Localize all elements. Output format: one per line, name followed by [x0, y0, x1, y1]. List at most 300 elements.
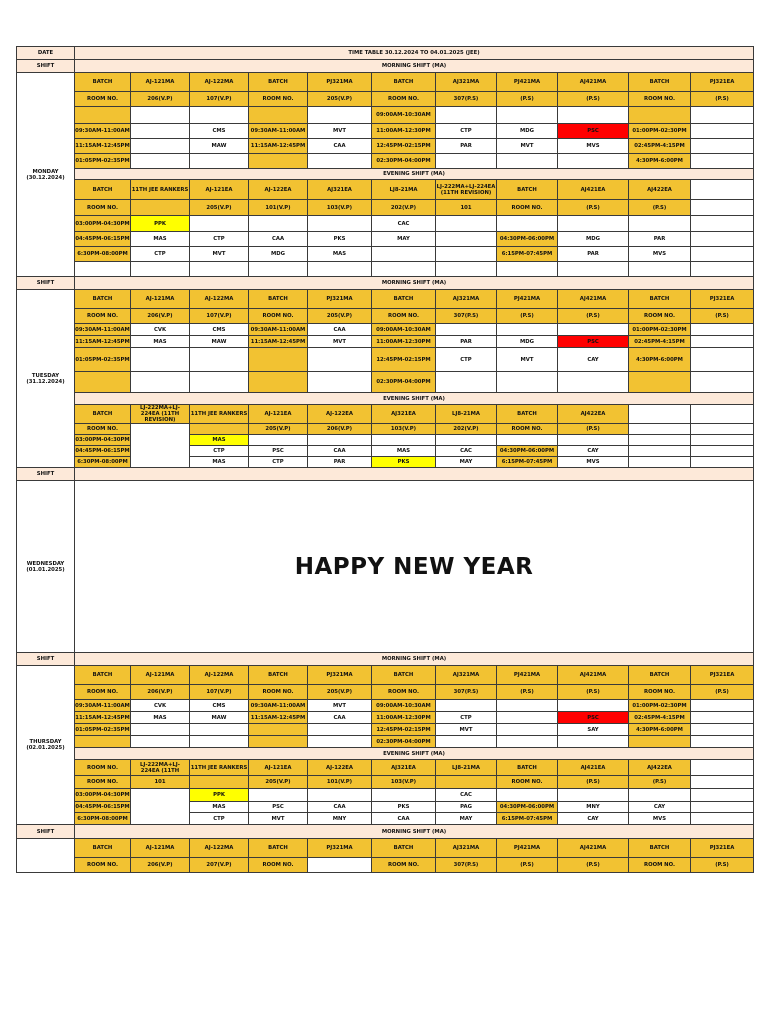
cell-text: 01:00PM-02:30PM	[632, 326, 687, 333]
table-cell	[629, 446, 691, 457]
table-cell	[629, 712, 691, 724]
table-cell	[131, 736, 190, 748]
table-cell	[497, 348, 558, 372]
cell-text: BATCH	[92, 296, 113, 302]
cell-text: 101(V.P)	[326, 779, 353, 785]
table-cell	[497, 180, 558, 200]
cell-text: (P.S)	[715, 689, 729, 695]
cell-text: AJ421EA	[580, 764, 606, 771]
cell-text: CMS	[212, 702, 226, 709]
table-cell	[249, 435, 308, 446]
table-cell	[629, 200, 691, 216]
table-cell	[436, 336, 497, 348]
table-cell	[497, 247, 558, 262]
table-cell	[75, 348, 131, 372]
cell-text: 4:30PM-6:00PM	[636, 356, 683, 363]
cell-text: 12:45PM-02:15PM	[376, 356, 431, 363]
table-cell	[75, 169, 754, 180]
table-cell	[436, 446, 497, 457]
cell-text: ROOM NO.	[387, 689, 420, 695]
cell-text: MVS	[652, 251, 667, 257]
cell-text: MVT	[333, 338, 346, 345]
cell-text: CTP	[154, 251, 166, 257]
cell-text: CVK	[153, 702, 167, 709]
cell-text: PSC	[587, 714, 599, 721]
cell-text: 02:45PM-4:15PM	[634, 714, 685, 721]
cell-text: 101	[460, 204, 472, 211]
cell-text: (P.S)	[520, 862, 534, 868]
table-cell	[190, 309, 249, 324]
cell-text: PJ321EA	[709, 845, 735, 851]
table-cell	[75, 405, 131, 424]
cell-text: AJ-121EA	[264, 764, 292, 771]
table-cell	[691, 736, 754, 748]
table-cell	[372, 336, 436, 348]
cell-text: 205(V.P)	[265, 426, 291, 432]
table-cell	[190, 858, 249, 873]
table-cell	[629, 124, 691, 139]
timetable-grid	[16, 46, 754, 873]
table-cell	[131, 724, 190, 736]
cell-text: MAS	[212, 437, 226, 443]
table-cell	[75, 724, 131, 736]
cell-text: BATCH	[649, 845, 670, 851]
table-cell	[75, 813, 131, 825]
cell-text: MAY	[459, 815, 473, 822]
table-cell	[131, 107, 190, 124]
cell-text: 6:15PM-07:45PM	[501, 815, 553, 822]
cell-text: CMS	[212, 128, 226, 134]
table-row	[17, 424, 754, 435]
table-row	[17, 216, 754, 232]
table-cell	[436, 73, 497, 92]
table-cell	[372, 457, 436, 468]
table-cell	[131, 247, 190, 262]
cell-text: WEDNESDAY (01.01.2025)	[26, 560, 65, 573]
cell-text: ROOM NO.	[262, 313, 294, 319]
cell-text: 04:30PM-06:00PM	[499, 236, 555, 242]
cell-text: 01:00PM-02:30PM	[632, 702, 687, 709]
cell-text: MAY	[459, 459, 473, 465]
table-cell	[629, 736, 691, 748]
table-cell	[190, 247, 249, 262]
table-cell	[308, 107, 372, 124]
table-cell	[497, 724, 558, 736]
table-cell	[558, 435, 629, 446]
cell-text: TIME TABLE 30.12.2024 TO 04.01.2025 (JEE)	[348, 50, 480, 56]
table-cell	[691, 839, 754, 858]
table-row	[17, 825, 754, 839]
cell-text: ROOM NO.	[643, 96, 676, 102]
table-cell	[190, 405, 249, 424]
table-cell	[497, 107, 558, 124]
table-cell	[190, 73, 249, 92]
table-row	[17, 107, 754, 124]
cell-text: AJ421MA	[579, 296, 607, 302]
cell-text: ROOM NO.	[86, 779, 119, 785]
table-cell	[75, 47, 754, 60]
table-cell	[691, 724, 754, 736]
cell-text: ROOM NO.	[86, 313, 119, 319]
cell-text: AJ421MA	[579, 79, 607, 85]
cell-text: MVT	[271, 815, 285, 822]
cell-text: 01:05PM-02:35PM	[75, 356, 130, 363]
cell-text: 103(V.P)	[390, 426, 417, 432]
table-cell	[190, 802, 249, 813]
cell-text: AJ321EA	[391, 764, 416, 771]
cell-text: MAW	[211, 338, 227, 345]
table-cell	[75, 154, 131, 169]
cell-text: 101	[154, 779, 166, 785]
table-cell	[436, 802, 497, 813]
table-cell	[249, 685, 308, 700]
table-row	[17, 653, 754, 666]
table-cell	[629, 760, 691, 776]
table-cell	[249, 457, 308, 468]
table-cell	[75, 200, 131, 216]
table-cell	[190, 216, 249, 232]
table-cell	[75, 309, 131, 324]
table-cell	[249, 736, 308, 748]
cell-text: 01:05PM-02:35PM	[75, 726, 130, 733]
cell-text: (P.S)	[586, 313, 600, 319]
table-row	[17, 457, 754, 468]
cell-text: MORNING SHIFT (MA)	[381, 63, 447, 69]
table-cell	[558, 712, 629, 724]
cell-text: 205(V.P)	[206, 204, 232, 211]
table-cell	[372, 216, 436, 232]
table-row	[17, 262, 754, 277]
cell-text: PJ321MA	[326, 79, 353, 85]
table-cell	[308, 232, 372, 247]
table-cell	[308, 262, 372, 277]
table-cell	[372, 424, 436, 435]
cell-text: LJ8-21MA	[389, 186, 418, 193]
table-cell	[497, 700, 558, 712]
table-cell	[497, 736, 558, 748]
table-cell	[629, 776, 691, 789]
day-label	[17, 290, 75, 468]
table-cell	[497, 372, 558, 393]
table-cell	[691, 262, 754, 277]
cell-text: HAPPY NEW YEAR	[294, 553, 534, 580]
table-cell	[558, 247, 629, 262]
cell-text: 4:30PM-6:00PM	[636, 726, 683, 733]
table-cell	[436, 372, 497, 393]
table-cell	[372, 700, 436, 712]
table-cell	[436, 324, 497, 336]
table-cell	[497, 839, 558, 858]
table-cell	[558, 124, 629, 139]
cell-text: SAY	[587, 726, 599, 733]
table-cell	[372, 92, 436, 107]
table-cell	[190, 712, 249, 724]
table-cell	[629, 154, 691, 169]
cell-text: BATCH	[649, 296, 670, 302]
table-cell	[497, 405, 558, 424]
table-cell	[75, 748, 754, 760]
cell-text: AJ-122MA	[204, 845, 234, 851]
table-row	[17, 348, 754, 360]
cell-text: CAC	[460, 448, 472, 454]
table-cell	[629, 839, 691, 858]
table-cell	[436, 424, 497, 435]
table-cell	[190, 685, 249, 700]
table-cell	[558, 802, 629, 813]
table-cell	[249, 139, 308, 154]
table-row	[17, 139, 754, 154]
cell-text: EVENING SHIFT (MA)	[383, 395, 445, 402]
table-cell	[308, 666, 372, 685]
table-cell	[558, 736, 629, 748]
table-cell	[249, 262, 308, 277]
table-cell	[249, 724, 308, 736]
cell-text: MVT	[333, 128, 346, 134]
table-cell	[17, 47, 75, 60]
day-label	[17, 73, 75, 277]
cell-text: 101(V.P)	[265, 204, 291, 211]
table-cell	[308, 712, 372, 724]
table-cell	[190, 839, 249, 858]
cell-text: BATCH	[393, 79, 414, 85]
table-cell	[75, 107, 131, 124]
table-cell	[629, 858, 691, 873]
table-cell	[75, 247, 131, 262]
table-cell	[436, 139, 497, 154]
table-cell	[629, 290, 691, 309]
table-cell	[629, 405, 691, 424]
table-cell	[436, 124, 497, 139]
table-cell	[558, 180, 629, 200]
table-cell	[629, 180, 691, 200]
table-cell	[75, 73, 131, 92]
cell-text: ROOM NO.	[86, 96, 119, 102]
table-cell	[308, 309, 372, 324]
cell-text: (P.S)	[586, 204, 600, 211]
table-cell	[75, 446, 131, 457]
table-cell	[497, 290, 558, 309]
cell-text: AJ-121MA	[145, 296, 175, 302]
table-cell	[372, 839, 436, 858]
cell-text: CVK	[153, 326, 167, 333]
cell-text: 11:15AM-12:45PM	[75, 714, 130, 721]
table-cell	[436, 789, 497, 802]
cell-text: 307(P.S)	[453, 96, 479, 102]
table-cell	[75, 685, 131, 700]
table-cell	[308, 457, 372, 468]
table-cell	[691, 154, 754, 169]
cell-text: PJ421MA	[513, 845, 541, 851]
cell-text: (P.S)	[715, 862, 729, 868]
cell-text: AJ-121MA	[145, 79, 175, 85]
table-row	[17, 324, 754, 336]
table-cell	[131, 712, 190, 724]
cell-text: ROOM NO.	[643, 862, 676, 868]
table-cell	[249, 73, 308, 92]
table-cell	[691, 813, 754, 825]
cell-text: PAR	[460, 143, 472, 149]
cell-text: BATCH	[92, 845, 113, 851]
table-cell	[691, 73, 754, 92]
table-cell	[558, 324, 629, 336]
cell-text: 307(P.S)	[453, 862, 479, 868]
table-cell	[190, 424, 249, 435]
table-cell	[190, 262, 249, 277]
cell-text: ROOM NO.	[262, 862, 294, 868]
table-cell	[372, 324, 436, 336]
table-cell	[436, 858, 497, 873]
cell-text: 107(V.P)	[206, 313, 232, 319]
table-cell	[308, 348, 372, 372]
table-cell	[131, 290, 190, 309]
table-cell	[190, 760, 249, 776]
table-cell	[308, 405, 372, 424]
cell-text: EVENING SHIFT (MA)	[383, 750, 445, 757]
cell-text: BATCH	[393, 296, 414, 302]
table-cell	[691, 760, 754, 776]
table-cell	[75, 712, 131, 724]
table-cell	[497, 813, 558, 825]
cell-text: MVT	[459, 726, 473, 733]
table-cell	[75, 180, 131, 200]
table-cell	[75, 653, 754, 666]
table-cell	[436, 107, 497, 124]
table-cell	[558, 685, 629, 700]
cell-text: 6:30PM-08:00PM	[77, 815, 128, 822]
table-cell	[497, 73, 558, 92]
table-cell	[372, 724, 436, 736]
cell-text: (P.S)	[586, 96, 600, 102]
table-cell	[249, 348, 308, 372]
cell-text: CTP	[460, 714, 472, 721]
table-cell	[249, 232, 308, 247]
table-cell	[372, 813, 436, 825]
cell-text: 01:05PM-02:35PM	[75, 158, 130, 164]
table-cell	[190, 789, 249, 802]
table-cell	[308, 839, 372, 858]
table-cell	[629, 372, 691, 393]
cell-text: 202(V.P)	[453, 426, 479, 432]
cell-text: MAS	[212, 804, 226, 810]
cell-text: CTP	[213, 815, 225, 822]
cell-text: BATCH	[268, 845, 288, 851]
cell-text: PJ321MA	[326, 672, 353, 678]
table-cell	[558, 724, 629, 736]
table-cell	[436, 309, 497, 324]
table-cell	[249, 290, 308, 309]
cell-text: 307(P.S)	[453, 689, 479, 695]
table-row	[17, 47, 754, 60]
cell-text: CAA	[333, 714, 346, 721]
table-cell	[436, 92, 497, 107]
table-cell	[131, 776, 190, 789]
table-cell	[190, 107, 249, 124]
table-cell	[190, 324, 249, 336]
table-cell	[497, 457, 558, 468]
cell-text: CTP	[272, 459, 284, 465]
cell-text: AJ-122EA	[325, 411, 354, 417]
cell-text: CAC	[397, 220, 410, 227]
table-cell	[436, 736, 497, 748]
table-cell	[436, 435, 497, 446]
table-cell	[691, 666, 754, 685]
cell-text: TUESDAY (31.12.2024)	[26, 372, 65, 385]
cell-text: MVT	[520, 143, 534, 149]
table-cell	[436, 712, 497, 724]
cell-text: BATCH	[268, 79, 288, 85]
cell-text: ROOM NO.	[86, 426, 119, 432]
table-cell	[497, 154, 558, 169]
cell-text: PJ321MA	[326, 296, 353, 302]
table-cell	[497, 232, 558, 247]
table-row	[17, 481, 754, 653]
table-cell	[249, 336, 308, 348]
cell-text: PJ321EA	[709, 79, 735, 85]
table-cell	[131, 124, 190, 139]
table-cell	[497, 789, 558, 802]
table-cell	[308, 154, 372, 169]
table-cell	[691, 139, 754, 154]
cell-text: 205(V.P)	[326, 313, 353, 319]
table-cell	[308, 724, 372, 736]
cell-text: BATCH	[92, 79, 113, 85]
cell-text: MVS	[586, 143, 600, 149]
cell-text: PSC	[272, 804, 284, 810]
table-cell	[190, 446, 249, 457]
cell-text: MVT	[212, 251, 226, 257]
table-cell	[372, 180, 436, 200]
cell-text: AJ421EA	[580, 186, 606, 193]
table-cell	[436, 813, 497, 825]
table-cell	[558, 760, 629, 776]
cell-text: 04:45PM-06:15PM	[75, 236, 130, 242]
table-cell	[372, 247, 436, 262]
table-row	[17, 309, 754, 324]
table-cell	[558, 154, 629, 169]
table-cell	[249, 200, 308, 216]
table-cell	[372, 372, 436, 393]
table-cell	[308, 336, 372, 348]
table-cell	[372, 139, 436, 154]
cell-text: ROOM NO.	[86, 862, 119, 868]
cell-text: CAY	[653, 804, 666, 810]
table-cell	[497, 200, 558, 216]
table-cell	[249, 700, 308, 712]
table-cell	[308, 685, 372, 700]
table-row	[17, 789, 754, 802]
table-cell	[558, 424, 629, 435]
cell-text: 11:15AM-12:45PM	[75, 143, 130, 149]
cell-text: (P.S)	[715, 313, 729, 319]
table-cell	[372, 348, 436, 372]
table-cell	[372, 73, 436, 92]
table-cell	[131, 216, 190, 232]
table-cell	[308, 73, 372, 92]
table-cell	[190, 700, 249, 712]
table-cell	[190, 290, 249, 309]
cell-text: MVT	[520, 356, 534, 363]
cell-text: 09:00AM-10:30AM	[376, 112, 431, 118]
cell-text: SHIFT	[36, 828, 55, 835]
table-cell	[17, 839, 75, 873]
cell-text: 11TH JEE RANKERS	[131, 186, 189, 193]
cell-text: AJ-122EA	[264, 186, 292, 193]
table-row	[17, 405, 754, 424]
table-cell	[372, 124, 436, 139]
cell-text: SHIFT	[36, 656, 55, 662]
table-cell	[308, 776, 372, 789]
table-cell	[131, 232, 190, 247]
